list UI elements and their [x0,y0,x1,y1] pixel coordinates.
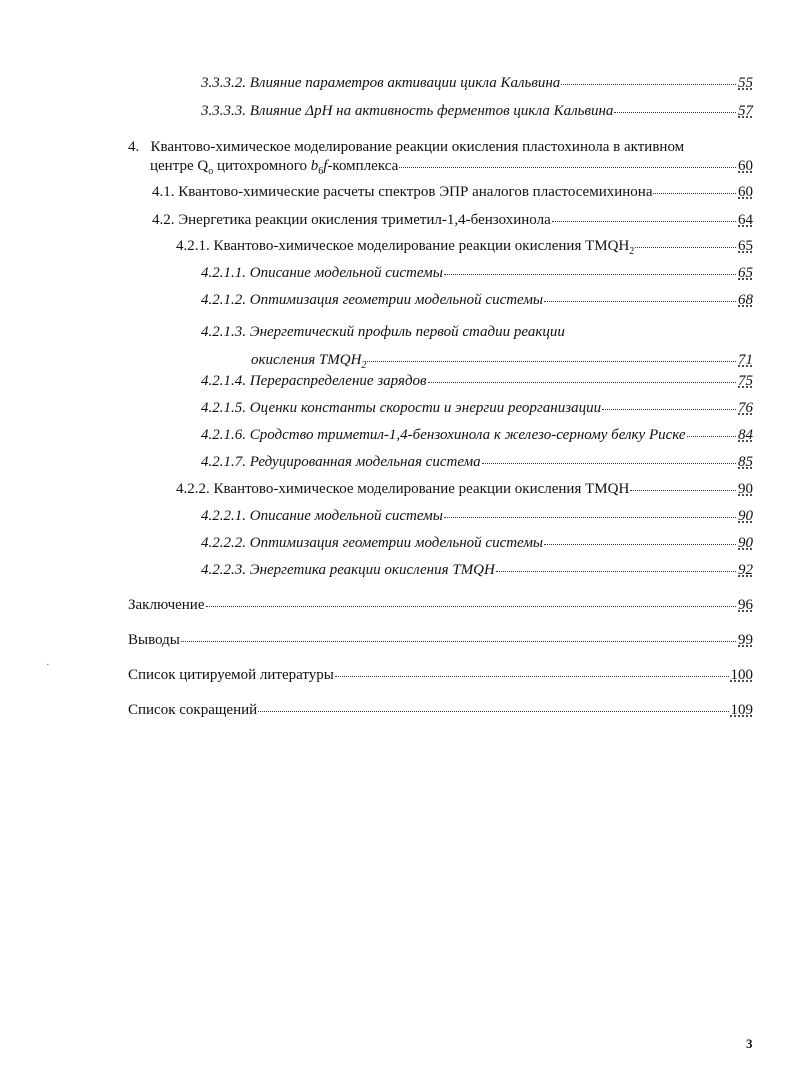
toc-entry: 4.2.1.5. Оценки константы скорости и энергии реорганизации 76 [201,400,753,416]
toc-entry: 3.3.3.3. Влияние ΔpH на активность ферментов цикла Кальвина 57 [201,103,753,119]
toc-entry: 4.2.2.1. Описание модельной системы 90 [201,508,753,524]
toc-entry: 4.2.1.6. Сродство триметил-1,4-бензохинола к железо-серному белку Риске 84 [201,427,753,443]
toc-entry: 4.2.1.2. Оптимизация геометрии модельной системы 68 [201,292,753,308]
scan-speck: · [46,659,50,671]
toc-entry: 4.2.2.3. Энергетика реакции окисления TMQH 92 [201,562,753,578]
toc-entry-chapter-4: 4. Квантово-химическое моделирование реакции окисления пластохинола в активном центре $Q_o$ цитохромного $b_6f$-комплекса 60 [128,139,753,177]
toc-entry: Выводы 99 [128,632,753,648]
toc-entry: 4.1. Квантово-химические расчеты спектров ЭПР аналогов пластосемихинона 60 [152,184,753,200]
toc-entry: Список сокращений 109 [128,702,753,718]
toc-entry: 4.2.2. Квантово-химическое моделирование реакции окисления TMQH 90 [176,481,753,497]
toc-entry: 4.2.1.4. Перераспределение зарядов 75 [201,373,753,389]
page-number: 3 [746,1036,753,1051]
toc-entry: 3.3.3.2. Влияние параметров активации цикла Кальвина 55 [201,75,753,91]
toc-entry: 4.2.1. Квантово-химическое моделирование реакции окисления $TMQH_2$ 65 [176,238,753,257]
toc-entry: Заключение 96 [128,597,753,613]
toc-entry: Список цитируемой литературы 100 [128,667,753,683]
toc-entry: 4.2.2.2. Оптимизация геометрии модельной системы 90 [201,535,753,551]
toc-entry: 4.2. Энергетика реакции окисления триметил-1,4-бензохинола 64 [152,212,753,228]
toc-entry: 4.2.1.1. Описание модельной системы 65 [201,265,753,281]
toc-entry: 4.2.1.3. Энергетический профиль первой стадии реакции окисления $TMQH_2$ 71 [201,324,753,371]
toc-entry: 4.2.1.7. Редуцированная модельная система 85 [201,454,753,470]
